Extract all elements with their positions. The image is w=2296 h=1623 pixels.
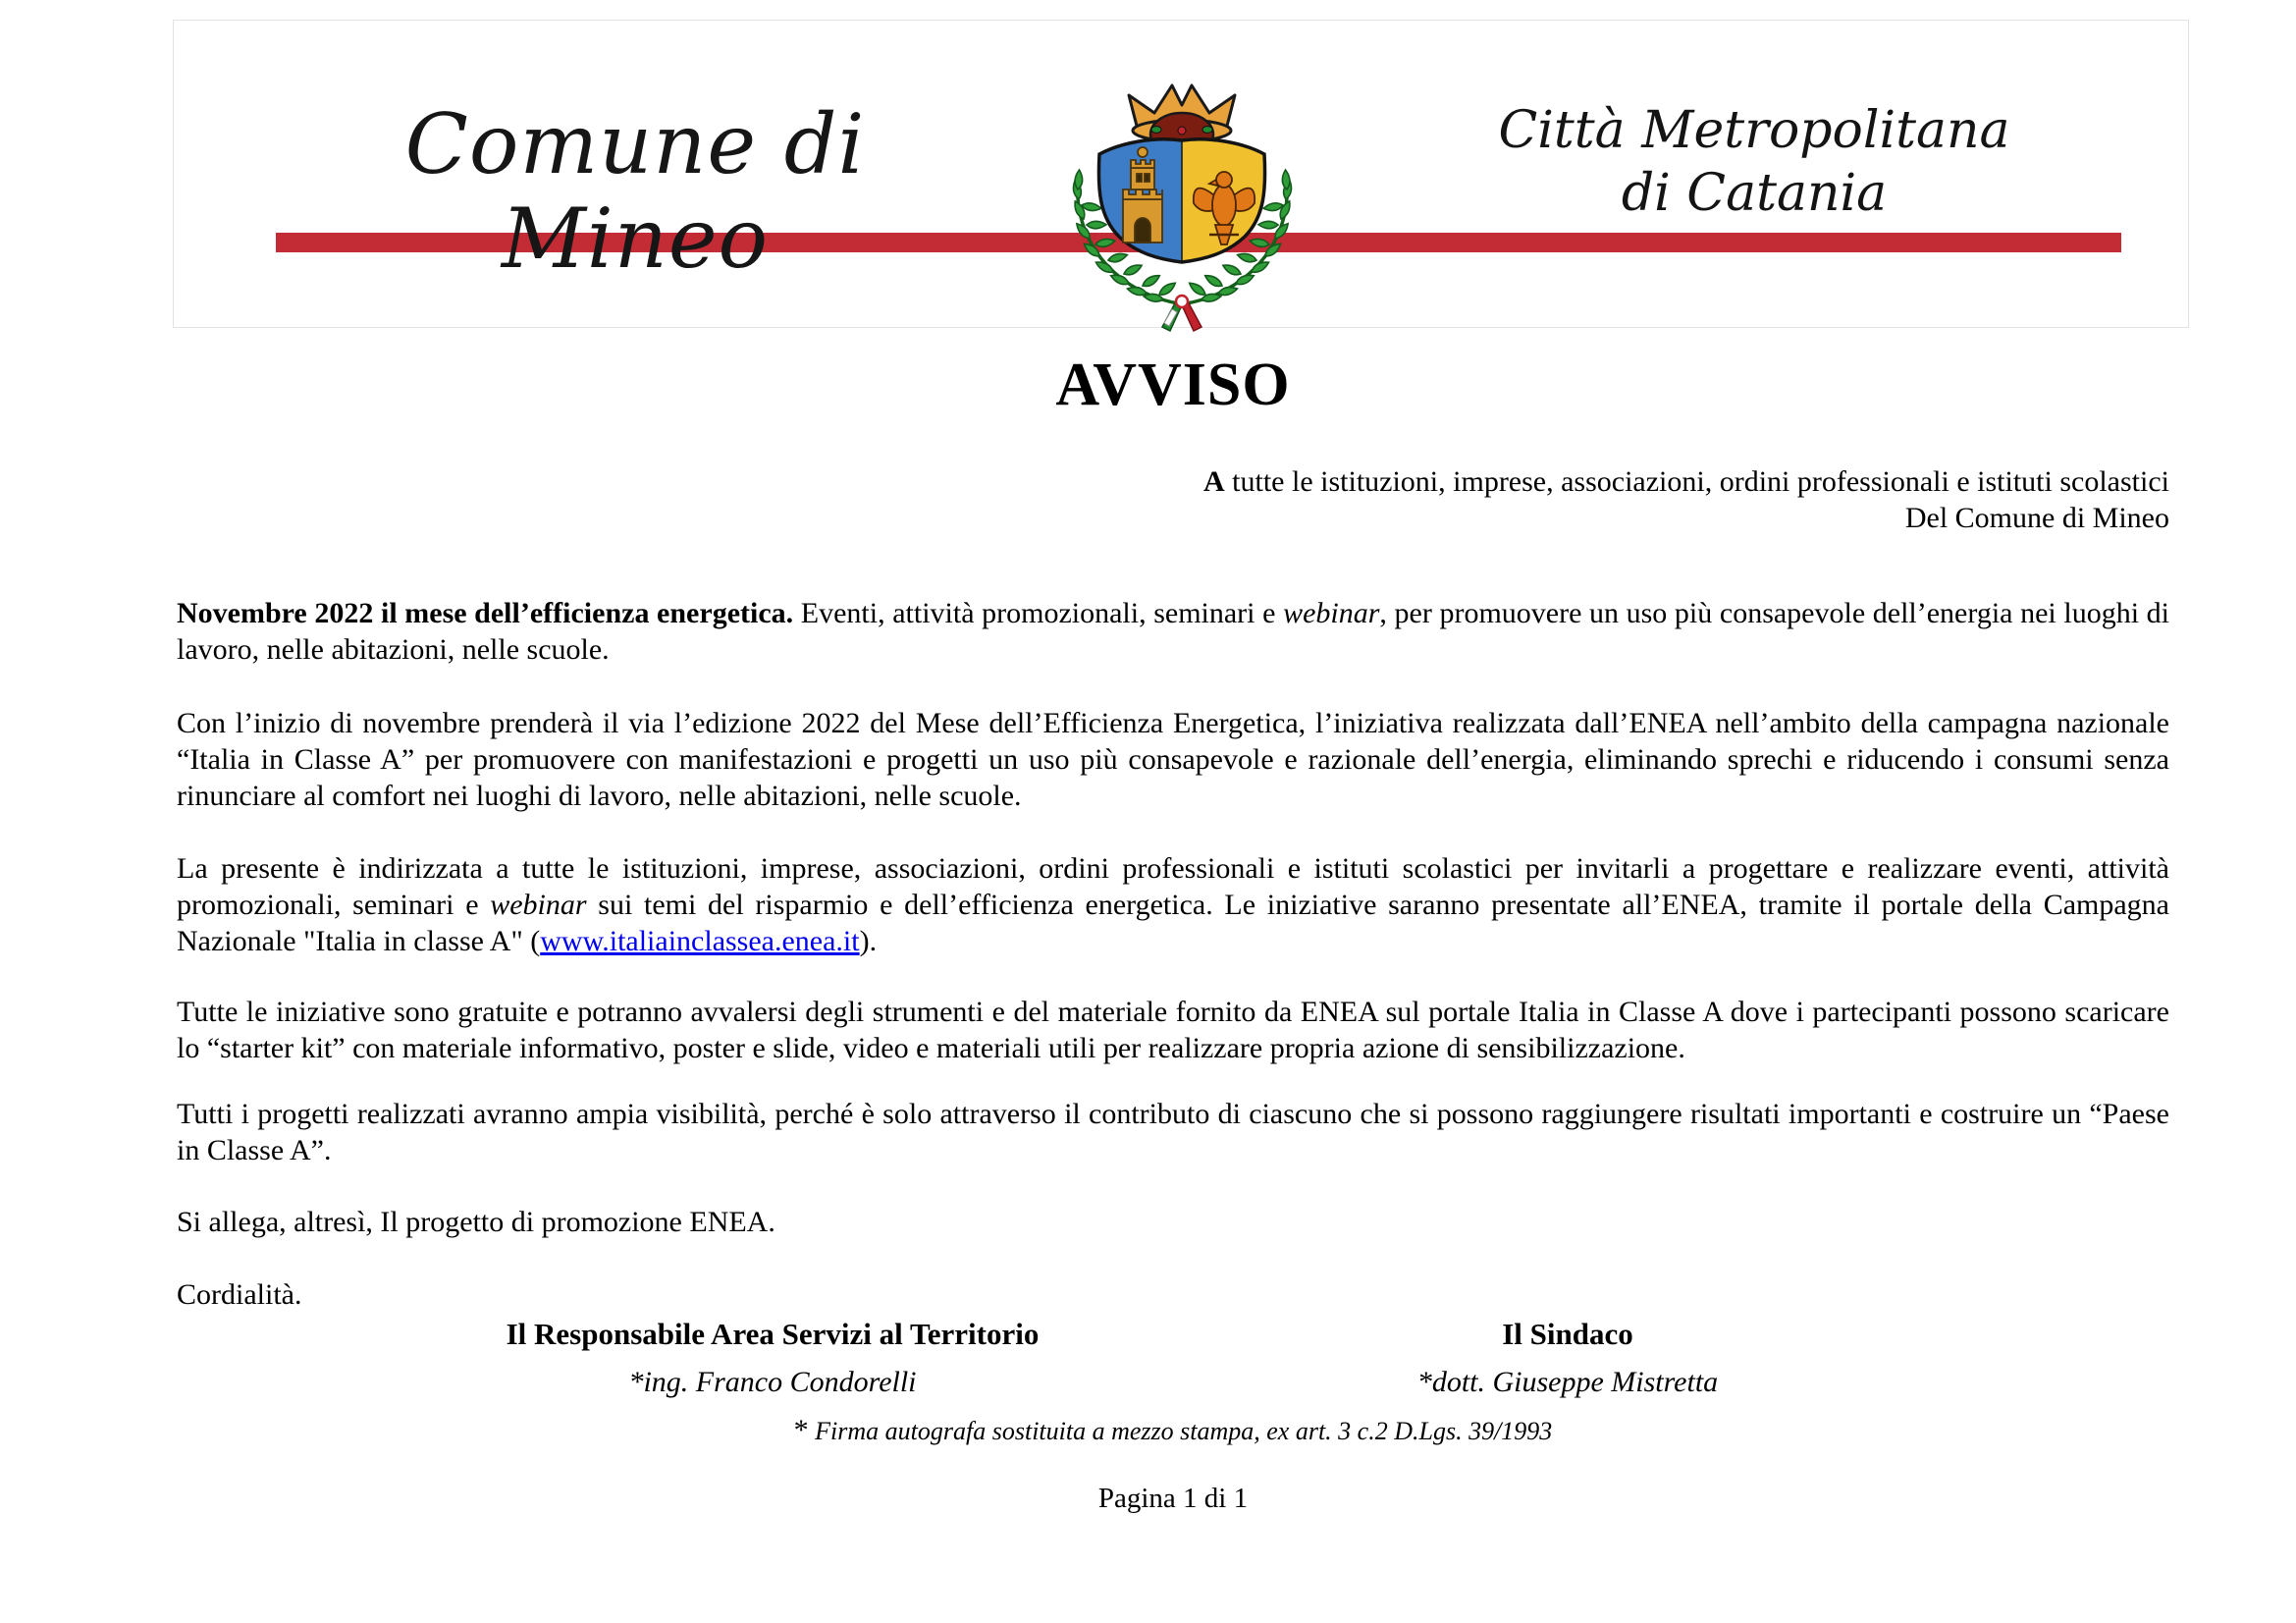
- metro-city-line1: Città Metropolitana: [1498, 101, 2010, 160]
- signature-right: [972, 1316, 2163, 1400]
- signature-left-name: *ing. Franco Condorelli: [628, 1366, 917, 1398]
- paragraph-5: Tutti i progetti realizzati avranno ampia visibilità, perché è solo attraverso il contributo di ciascuno che si possono raggiungere risultati importanti e costruire un “Paese in Classe A”.: [177, 1098, 2169, 1166]
- portal-link[interactable]: www.italiainclassea.enea.it: [540, 925, 860, 957]
- notice-title: AVVISO: [1055, 352, 1291, 418]
- addressee: [177, 463, 2169, 536]
- paragraph-6: Si allega, altresì, Il progetto di promozione ENEA.: [177, 1206, 775, 1238]
- addressee-line-1-text: tutte le istituzioni, imprese, associazioni, ordini professionali e istituti scolastici: [1224, 465, 2169, 498]
- signature-right-title: Il Sindaco: [1502, 1317, 1633, 1351]
- paragraph-3-text-a: La presente è indirizzata a tutte le istituzioni, imprese, associazioni, ordini professionali e istituti scolastici per invitarli a progettare e realizzare eventi, attività promozionali, seminari e: [177, 852, 2169, 921]
- paragraph-3-webinar: webinar: [490, 889, 587, 921]
- paragraph-1-webinar: webinar: [1283, 597, 1380, 629]
- paragraph-1-lead: Novembre 2022 il mese dell’efficienza energetica.: [177, 597, 794, 629]
- signature-block: [0, 1316, 2296, 1424]
- footnote-text: Firma autografa sostituita a mezzo stampa, ex art. 3 c.2 D.Lgs. 39/1993: [808, 1417, 1553, 1445]
- paragraph-3-text-c: ).: [859, 925, 878, 957]
- paragraph-7: Cordialità.: [177, 1278, 302, 1311]
- paragraph-2: Con l’inizio di novembre prenderà il via l’edizione 2022 del Mese dell’Efficienza Energetica, l’iniziativa realizzata dall’ENEA nell’ambito della campagna nazionale “Italia in Classe A” per promuovere con manifestazioni e progetti un uso più consapevole e razionale dell’energia, eliminando sprechi e riducendo i consumi senza rinunciare al comfort nei luoghi di lavoro, nelle abitazioni, nelle scuole.: [177, 707, 2169, 812]
- paragraph-3: [177, 850, 2169, 959]
- signature-right-name: *dott. Giuseppe Mistretta: [1416, 1366, 1719, 1398]
- paragraph-1-text-b: , per promuovere un uso più consapevole dell’energia nei luoghi di lavoro, nelle abitazioni, nelle scuole.: [177, 597, 2169, 666]
- paragraph-1-text-a: Eventi, attività promozionali, seminari e: [793, 597, 1284, 629]
- shield: [1098, 139, 1264, 262]
- paragraph-4: Tutte le iniziative sono gratuite e potranno avvalersi degli strumenti e del materiale fornito da ENEA sul portale Italia in Classe A dove i partecipanti possono scaricare lo “starter kit” con materiale informativo, poster e slide, video e materiali utili per realizzare propria azione di sensibilizzazione.: [177, 996, 2169, 1064]
- signature-footnote: [177, 1414, 2169, 1447]
- addressee-bold-a: A: [1203, 465, 1225, 498]
- addressee-line-1: [177, 463, 2169, 500]
- commune-name: Comune di Mineo: [404, 96, 866, 287]
- metro-city-name: [1460, 99, 2049, 225]
- paragraph-1: [177, 595, 2169, 668]
- metro-city-line2: di Catania: [1621, 164, 1888, 223]
- page-number: Pagina 1 di 1: [1097, 1483, 1249, 1514]
- paragraph-3-text-b: sui temi del risparmio e dell’efficienza energetica. Le iniziative saranno presentate all’ENEA, tramite il portale della Campagna Nazionale "Italia in classe A" (: [177, 889, 2169, 957]
- signature-left-title: Il Responsabile Area Servizi al Territorio: [506, 1317, 1040, 1351]
- footnote-asterisk: *: [793, 1414, 809, 1446]
- addressee-line-2: Del Comune di Mineo: [1904, 502, 2169, 534]
- letterhead: [173, 20, 2189, 328]
- mineo-coat-of-arms-icon: [1062, 80, 1303, 335]
